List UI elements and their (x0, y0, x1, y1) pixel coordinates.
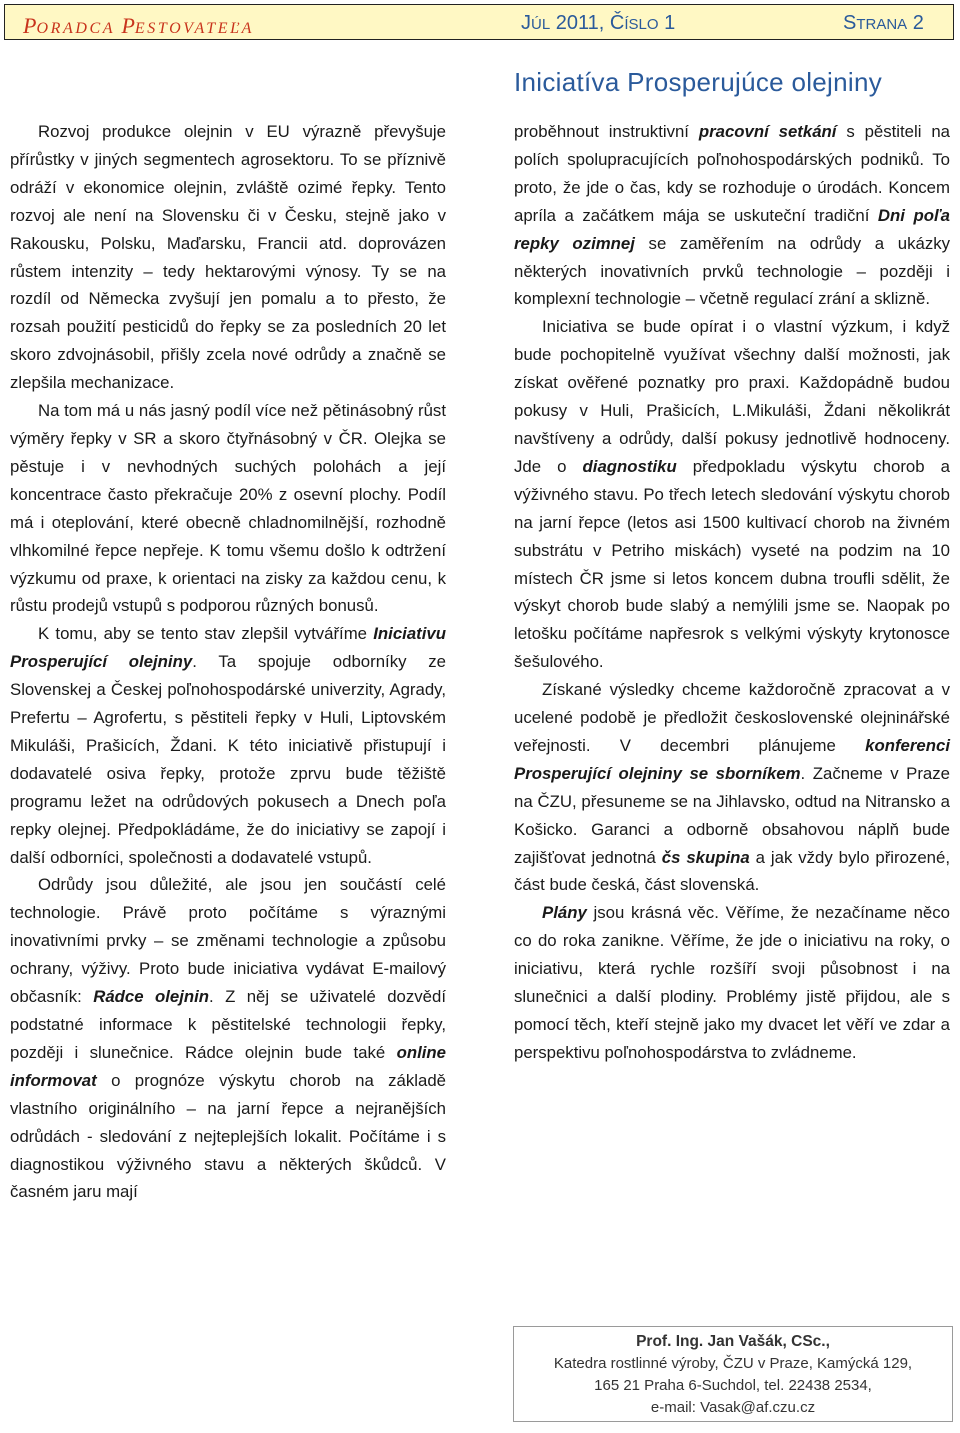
conference-term: konferenci Prosperující olejniny se sborníkem (514, 735, 950, 783)
author-affiliation: Katedra rostlinné výroby, ČZU v Praze, Kamýcká 129, (553, 1355, 913, 1372)
field-days-term: Dni poľa repky ozimnej (514, 205, 950, 253)
right-column (514, 118, 950, 1067)
left-paragraph-1: Rozvoj produkce olejnin v EU výrazně převyšuje přírůstky v jiných segmentech agrosektoru. To se příznivě odráží v ekonomice olejnin, zvláště ozimé řepky. Tento rozvoj ale není na Slovensku či v Česku, stejně jako v Rakousku, Polsku, Maďarsku, Francii atd. doprovázen růstem intenzity – tedy hektarovými výnosy. Ty se na rozdíl od Německa zvyšují jen pomalu a to přesto, že rozsah použití pesticidů do řepky se za posledních 20 let skoro zdvojnásobil, přišly zcela nové odrůdy a značně se zlepšila mechanizace. (10, 122, 446, 393)
author-email: e-mail: Vasak@af.czu.cz (650, 1399, 816, 1416)
author-name: Prof. Ing. Jan Vašák, CSc., (636, 1333, 830, 1350)
masthead (4, 4, 954, 40)
initiative-name: Iniciativu Prosperující olejniny (10, 624, 446, 672)
newsletter-title: PORADCA PESTOVATEĽA (23, 13, 254, 38)
issue-label: JÚL 2011, ČÍSLO 1 (521, 12, 676, 34)
author-signature (513, 1326, 953, 1422)
section-title: Iniciatíva Prosperujúce olejniny (514, 67, 883, 97)
newsletter-name: Rádce olejnin (93, 987, 210, 1007)
group-term: čs skupina (661, 847, 750, 867)
left-paragraph-4: Odrůdy jsou důležité, ale jsou jen součástí celé technologie. Právě proto počítáme s výraznými inovativními prvky – se změnami technologie a způsobu ochrany, výživy. Proto bude iniciativa vydávat E-mailový občasník: Rádce olejnin. Z něj se uživatelé dozvědí podstatné informace k pěstitelské technologii řepky, později i slunečnice. Rádce olejnin bude také online informovat o prognóze výskytu chorob na základě vlastního originálního – na jarní řepce a nejranějších odrůdách - sledování z nejteplejších lokalit. Počítáme i s diagnostikou výživného stavu a některých škůdců. V časném jaru mají (10, 875, 446, 1202)
author-address: 165 21 Praha 6-Suchdol, tel. 22438 2534, (594, 1377, 872, 1394)
right-paragraph-4: Plány jsou krásná věc. Věříme, že nezačíname něco co do roka zanikne. Věříme, že jde o iniciativu na roky, o iniciativu, která rychle rozšíří svoji působnost i na slunečnici a další plodiny. Problémy jistě přijdou, ale s pomocí těch, kteří stejně jako my dvacet let věří ve zdar a perspektivu poľnohospodárstva to zvládneme. (514, 903, 950, 1062)
work-meeting-term: pracovní setkání (698, 122, 837, 141)
left-paragraph-2: Na tom má u nás jasný podíl více než pětinásobný růst výměry řepky v SR a skoro čtyřnásobný v ČR. Olejka se pěstuje i v nevhodných suchých polohách a její koncentrace často překračuje 20% z osevní plochy. Podíl má i oteplování, které obecně chladnomilnější, rozhodně vlhkomilné řepce nepřeje. K tomu všemu došlo k odtržení výzkumu od praxe, k orientaci na zisky za každou cenu, k růstu prodejů vstupů s podporou různých bonusů. (10, 401, 446, 616)
plans-term: Plány (542, 903, 587, 923)
page-number: STRANA 2 (843, 12, 924, 34)
right-paragraph-1: proběhnout instruktivní pracovní setkání s pěstiteli na polích spolupracujících poľnohospodárských podniků. To proto, že jde o čas, kdy se rozhoduje o úrodách. Koncem apríla a začátkem mája se uskuteční tradiční Dni poľa repky ozimnej se zaměřením na odrůdy a ukázky některých inovativních prvků technologie – později i komplexní technologie – včetně regulací zrání a sklizně. (514, 122, 950, 309)
left-column (10, 118, 446, 1206)
online-info-term: online informovat (10, 1042, 446, 1090)
right-paragraph-3: Získané výsledky chceme každoročně zpracovat a v ucelené podobě je předložit československé olejninářské veřejnosti. V decembri plánujeme konferenci Prosperující olejniny se sborníkem. Začneme v Praze na ČZU, přesuneme se na Jihlavsko, odtud na Nitransko a Košicko. Garanci a odborně obsahovou náplň bude zajišťovat jednotná čs skupina a jak vždy bylo přirozené, část bude česká, část slovenská. (514, 680, 950, 895)
left-paragraph-3: K tomu, aby se tento stav zlepšil vytváříme Iniciativu Prosperující olejniny. Ta spojuje odborníky ze Slovenskej a Českej poľnohospodárské univerzity, Agrady, Prefertu – Agrofertu, s pěstiteli řepky v Huli, Liptovském Mikuláši, Prašicích, Ždani. K této iniciativě přistupují i dodavatelé osiva řepky, protože zprvu bude těžiště programu ležet na odrůdových pokusech a Dnech poľa repky olejnej. Předpokládáme, že do iniciativy se zapojí i další odborníci, společnosti a dodavatelé vstupů. (10, 624, 446, 867)
right-paragraph-2: Iniciativa se bude opírat i o vlastní výzkum, i když bude pochopitelně využívat všechny další možnosti, jak získat ověřené poznatky pro praxi. Každopádně budou pokusy v Huli, Prašicích, L.Mikuláši, Ždani několikrát navštíveny a odrůdy, další pokusy jednotlivě hodnoceny. Jde o diagnostiku předpokladu výskytu chorob a výživného stavu. Po třech letech sledování výskytu chorob na jarní řepce (letos asi 1500 kultivací chorob na živném substrátu v Petriho miskách) vyseté na podzim na 10 místech ČR jsme si letos koncem dubna troufli sdělit, že výskyt chorob bude slabý a nemýlili jsme se. Naopak po letošku počítáme napřesrok s velkými výskyty krytonosce šešulového. (514, 317, 950, 672)
diagnostics-term: diagnostiku (582, 456, 677, 476)
